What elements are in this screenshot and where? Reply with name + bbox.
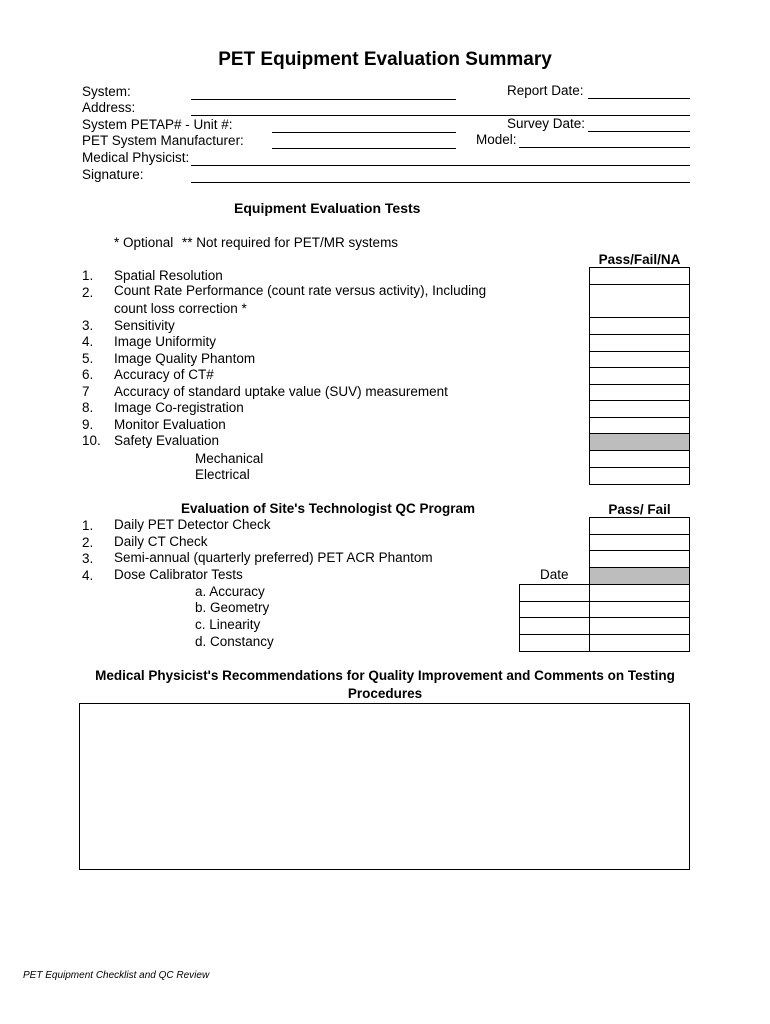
technologist-heading: Evaluation of Site's Technologist QC Program (181, 501, 476, 516)
system-field[interactable] (191, 99, 456, 100)
result-cell[interactable] (589, 317, 690, 335)
pass-fail-na-header: Pass/Fail/NA (598, 252, 681, 267)
item-safety-evaluation: Safety Evaluation (114, 433, 220, 448)
item-acr-phantom: Semi-annual (quarterly preferred) PET ACR Phantom (114, 550, 433, 565)
result-cell[interactable] (589, 400, 690, 418)
item-number: 2. (82, 285, 94, 300)
address-label: Address: (82, 100, 136, 115)
sub-item-mechanical: Mechanical (195, 451, 264, 466)
item-monitor-evaluation: Monitor Evaluation (114, 417, 226, 432)
system-label: System: (82, 84, 131, 99)
signature-field[interactable] (191, 182, 690, 183)
item-number: 4. (82, 334, 94, 349)
equipment-heading: Equipment Evaluation Tests (234, 200, 421, 216)
pass-fail-header: Pass/ Fail (608, 502, 671, 517)
date-cell[interactable] (519, 617, 590, 635)
footer-text: PET Equipment Checklist and QC Review (23, 970, 210, 981)
sub-item-accuracy: a. Accuracy (195, 584, 265, 599)
item-daily-pet-check: Daily PET Detector Check (114, 517, 271, 532)
petap-field[interactable] (272, 132, 456, 133)
report-date-label: Report Date: (507, 83, 584, 98)
item-number: 7 (82, 384, 90, 399)
petap-label: System PETAP# - Unit #: (82, 117, 233, 132)
item-daily-ct-check: Daily CT Check (114, 534, 208, 549)
signature-label: Signature: (82, 167, 144, 182)
item-count-rate: Count Rate Performance (count rate versus activity), Including (114, 283, 487, 298)
result-cell[interactable] (589, 267, 690, 285)
result-cell[interactable] (589, 334, 690, 352)
model-field[interactable] (519, 147, 690, 148)
model-label: Model: (476, 132, 517, 147)
manufacturer-field[interactable] (272, 148, 456, 149)
item-number: 6. (82, 367, 94, 382)
item-count-rate-cont: count loss correction * (114, 301, 247, 316)
page-title: PET Equipment Evaluation Summary (218, 49, 552, 70)
sub-item-constancy: d. Constancy (195, 634, 274, 649)
item-number: 3. (82, 318, 94, 333)
survey-date-field[interactable] (588, 131, 690, 132)
result-cell[interactable] (589, 467, 690, 485)
result-cell-shaded (589, 433, 690, 451)
qc-result-cell[interactable] (589, 634, 690, 652)
item-dose-calibrator: Dose Calibrator Tests (114, 567, 243, 582)
qc-result-cell[interactable] (589, 517, 690, 535)
item-image-quality-phantom: Image Quality Phantom (114, 351, 256, 366)
item-accuracy-suv: Accuracy of standard uptake value (SUV) measurement (114, 384, 448, 399)
survey-date-label: Survey Date: (507, 116, 586, 131)
item-number: 8. (82, 400, 94, 415)
sub-item-geometry: b. Geometry (195, 600, 270, 615)
result-cell[interactable] (589, 450, 690, 468)
recommendations-comments-box[interactable] (79, 703, 690, 870)
item-spatial-resolution: Spatial Resolution (114, 268, 223, 283)
item-number: 3. (82, 551, 94, 566)
item-image-coregistration: Image Co-registration (114, 400, 244, 415)
qc-result-cell[interactable] (589, 584, 690, 602)
result-cell[interactable] (589, 367, 690, 385)
result-cell[interactable] (589, 284, 690, 318)
optional-note: * Optional (114, 235, 174, 250)
item-image-uniformity: Image Uniformity (114, 334, 217, 349)
qc-result-cell-shaded (589, 567, 690, 585)
item-number: 1. (82, 518, 94, 533)
physicist-field[interactable] (191, 165, 690, 166)
item-number: 10. (82, 433, 101, 448)
report-date-field[interactable] (588, 98, 690, 99)
sub-item-electrical: Electrical (195, 467, 250, 482)
item-sensitivity: Sensitivity (114, 318, 175, 333)
item-number: 4. (82, 568, 94, 583)
date-cell[interactable] (519, 634, 590, 652)
qc-result-cell[interactable] (589, 617, 690, 635)
physicist-label: Medical Physicist: (82, 150, 190, 165)
item-accuracy-ct: Accuracy of CT# (114, 367, 214, 382)
item-number: 9. (82, 417, 94, 432)
item-number: 2. (82, 535, 94, 550)
petmr-note: ** Not required for PET/MR systems (182, 235, 399, 250)
qc-result-cell[interactable] (589, 550, 690, 568)
address-field[interactable] (191, 115, 690, 116)
recommendations-heading: Medical Physicist's Recommendations for Quality Improvement and Comments on Testing (95, 668, 675, 683)
date-cell[interactable] (519, 584, 590, 602)
item-number: 5. (82, 351, 94, 366)
manufacturer-label: PET System Manufacturer: (82, 133, 244, 148)
item-number: 1. (82, 268, 94, 283)
recommendations-heading-cont: Procedures (347, 686, 423, 701)
date-column-label: Date (540, 567, 569, 582)
sub-item-linearity: c. Linearity (195, 617, 261, 632)
